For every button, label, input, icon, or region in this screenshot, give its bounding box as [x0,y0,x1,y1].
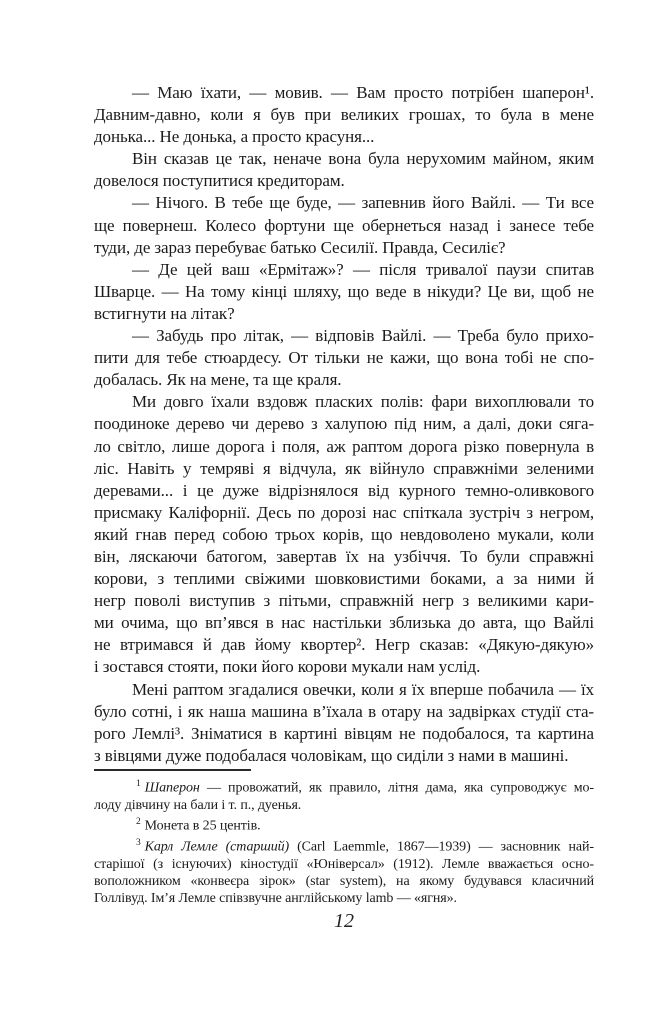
footnote-separator [94,769,251,771]
page-number: 12 [334,910,354,932]
footnote-term: Карл Лемле (старший) [144,839,290,855]
footnote-line [94,835,594,856]
text-line: довелося поступитися кредиторам. [94,171,345,191]
footnote-text: — провожатий, як правило, літня дама, яка супроводжує мо- [206,780,594,796]
footnote-line [94,814,594,835]
footnote-text: (Carl Laemmle, 1867—1939) — засновник най- [297,839,594,855]
footnote [94,835,594,907]
footnote-line: старішої (з існуючих) кіностудії «Юніверсал» (1912). Лемле вважається осно- [94,856,594,872]
text-line: Ми довго їхали вздовж пласких полів: фари вихоплювали то [132,392,594,412]
footnote-marker: 3 [136,837,141,848]
text-line: ми очима, що вп’явся в нас настільки зблизька до авта, що Вайлі [94,613,594,633]
footnote-text: Монета в 25 центів. [144,818,261,834]
text-line: з вівцями дуже подобалася чоловікам, що сиділи з нами в машині. [94,745,569,765]
paragraph [94,82,594,148]
text-line: було сотні, і як наша машина в’їхала в отару на задвірках студії ста- [94,701,594,721]
text-line: присмаку Каліфорнії. Десь по дорозі нас спіткала зустріч з негром, [94,502,594,522]
footnote-marker: 2 [136,817,141,828]
footnote-line: лоду дівчину на бали і т. п., дуенья. [94,797,302,813]
paragraph [94,148,594,192]
text-line: деревами... і це дуже відрізнялося від курного темно-оливкового [94,480,594,500]
paragraph [94,391,594,678]
text-line: рого Лемлі³. Зніматися в картині вівцям не подобалося, та картина [94,723,594,743]
footnote [94,776,594,814]
text-line: Він сказав це так, неначе вона була нерухомим майном, яким [132,149,594,169]
text-line: — Маю їхати, — мовив. — Вам просто потрібен шаперон¹. [132,83,594,102]
footnote-marker: 1 [136,779,141,789]
text-line: поодиноке дерево чи дерево з халупою під ним, а далі, доки сяга- [94,414,594,434]
text-line: не втримався й дав йому квортер². Негр сказав: «Дякую-дякую» [94,635,594,655]
text-line: і зостався стояти, поки його корови мукали нам услід. [94,657,481,677]
paragraph [94,259,594,325]
text-line: Давним-давно, коли я був при великих грошах, то була в мене [94,105,594,125]
text-line: Шварце. — На тому кінці шляху, що веде в нікуди? Це ви, щоб не [94,281,594,301]
paragraph [94,325,594,391]
footnotes [94,776,594,907]
footnote-line: воположником «конвеєра зірок» (star system), на якому будувався класичний [94,873,594,889]
footnote-term: Шаперон [144,780,200,796]
text-line: добалась. Як на мене, та ще краля. [94,370,342,390]
paragraph [94,679,594,767]
text-line: — Де цей ваш «Ермітаж»? — після тривалої паузи спитав [132,259,594,279]
footnote-line: Голлівуд. Ім’я Лемле співзвучне англійському lamb — «ягня». [94,891,457,907]
paragraph [94,192,594,258]
text-line: він, ляскаючи батогом, завертав їх на узбіччя. То були справжні [94,546,594,566]
text-line: негр поволі виступив з пітьми, справжній негр з великими кари- [94,591,594,611]
footnote-line [94,776,594,797]
text-line: Мені раптом згадалися овечки, коли я їх вперше побачила — їх [132,679,594,699]
text-line: ло світло, лише дорога і поля, аж раптом дорога різко повернула в [94,436,594,456]
text-line: ще повернеш. Колесо фортуни ще обернеться назад і занесе тебе [94,215,594,235]
text-line: встигнути на літак? [94,303,235,323]
text-line: ліс. Навіть у темряві я відчула, як війнуло справжніми зеленими [94,458,594,478]
footnote [94,814,594,835]
text-line: який гнав перед собою трьох корів, що невдоволено мукали, коли [94,524,594,544]
text-line: корови, з теплими свіжими шовковистими боками, а за ними й [94,569,594,589]
text-line: донька... Не донька, а просто красуня... [94,127,375,147]
text-line: — Забудь про літак, — відповів Вайлі. — Треба було прихо- [132,326,594,346]
text-line: — Нічого. В тебе ще буде, — запевнив його Вайлі. — Ти все [132,193,594,213]
text-line: туди, де зараз перебуває батько Сесилії. Правда, Сесиліє? [94,237,506,257]
text-line: пити для тебе стюардесу. От тільки не кажи, що вона тобі не спо- [94,348,594,368]
main-text [94,82,594,767]
